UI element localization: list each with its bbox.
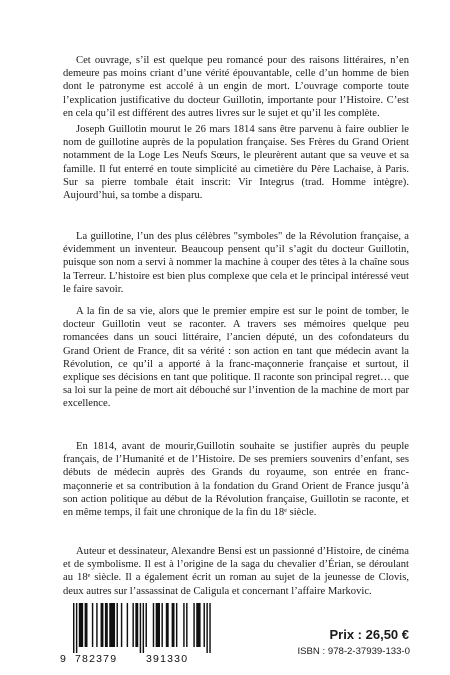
barcode-guard-bar bbox=[76, 603, 77, 653]
barcode-guard-bar bbox=[73, 603, 74, 653]
barcode-bar bbox=[96, 603, 97, 647]
barcode-bar bbox=[92, 603, 93, 647]
barcode-bar bbox=[105, 603, 108, 647]
barcode-bar bbox=[85, 603, 88, 647]
barcode-bar bbox=[153, 603, 154, 647]
barcode-right-group: 391330 bbox=[146, 653, 189, 665]
back-cover-paragraph-5: En 1814, avant de mourir,Guillotin souhaite se justifier auprès du peuple français, de l’Humanité et de l’Histoire. De ses premiers souvenirs d’enfant, ses débuts de médecin auprès des Grands du royaume, son entrée en franc-maçonnerie et sa contribution à la fondation du Grand Orient de France jusqu’à son action politique au début de la Révolution française, Guillotin se raconte, et en même temps, il fait une chronique de la fin du 18ᵉ siècle. bbox=[63, 441, 409, 519]
barcode-bar bbox=[109, 603, 115, 647]
barcode-guard-bar bbox=[143, 603, 144, 653]
barcode-bar bbox=[146, 603, 147, 647]
price-label: Prix : 26,50 € bbox=[329, 627, 409, 642]
barcode-bar bbox=[117, 603, 118, 647]
barcode-bar bbox=[176, 603, 177, 647]
barcode-bar bbox=[204, 603, 205, 647]
barcode-left-group: 782379 bbox=[75, 653, 118, 665]
back-cover-paragraph-3: La guillotine, l’un des plus célèbres "symboles" de la Révolution française, a évidemment un inventeur. Beaucoup pensent qu’il s’agit du docteur Guillotin, puisque son nom a servi à nommer la machine à couper des têtes à la chaîne sous la Terreur. L’histoire est bien plus complexe que cela et le principal intéressé veut le faire savoir. bbox=[63, 231, 409, 295]
barcode-first-digit: 9 bbox=[60, 653, 68, 665]
barcode-bar bbox=[196, 603, 200, 647]
back-cover-paragraph-4: A la fin de sa vie, alors que le premier empire est sur le point de tomber, le docteur Guillotin veut se raconter. A travers ses mémoires quelque peu romancées dans un souci littéraire, l’ancien député, un des cofondateurs du Grand Orient de France, dit sa vérité : son action en tant que médecin avant la Révolution, ce qu’il a apporté à la franc-maçonnerie française et surtout, il explique ses décisions en tant que politique. Il raconte son principal regret… que sa loi sur la peine de mort ait débouché sur l’invention de la machine de mort par excellence. bbox=[63, 306, 409, 410]
barcode-guard-bar bbox=[209, 603, 210, 653]
barcode-bar bbox=[166, 603, 169, 647]
barcode-bar bbox=[101, 603, 104, 647]
barcode-bar bbox=[156, 603, 160, 647]
barcode-bar bbox=[127, 603, 128, 647]
barcode-bar bbox=[193, 603, 194, 647]
barcode-bar bbox=[135, 603, 138, 647]
barcode-bar bbox=[161, 603, 162, 647]
barcode-guard-bar bbox=[140, 603, 141, 653]
barcode-bar bbox=[79, 603, 83, 647]
author-bio-paragraph: Auteur et dessinateur, Alexandre Bensi est un passionné d’Histoire, de cinéma et de symbolisme. Il est à l’origine de la saga du chevalier d’Érian, se déroulant au 18ᵉ siècle. Il a également écrit un roman au sujet de la jeunesse de Clovis, deux autres sur l’assassinat de Caligula et concernant l’affaire Markovic. bbox=[63, 546, 409, 597]
barcode-bar bbox=[172, 603, 175, 647]
back-cover-paragraph-2: Joseph Guillotin mourut le 26 mars 1814 sans être parvenu à faire oublier le nom de guillotine auprès de la population française. Ses Frères du Grand Orient notamment de la Loge Les Neufs Sœurs, le pleurèrent autant que sa veuve et sa famille. Il fut enterré en toute simplicité au cimetière du Père Lachaise, à Paris. Sur sa pierre tombale était inscrit: Vir Integrus (trad. Homme intègre). Aujourd’hui, sa tombe a disparu. bbox=[63, 124, 409, 202]
back-cover-paragraph-1: Cet ouvrage, s’il est quelque peu romancé pour des raisons littéraires, n’en demeure pas moins criant d’une vérité épouvantable, celle d’un homme de bien dont le patronyme est accolé à un engin de mort. L’ouvrage comporte toute l’explication justificative du docteur Guillotin, importante pour l’Histoire. C’est en cela qu’il est différent des autres livres sur le sujet et qu’il les complète. bbox=[63, 55, 409, 119]
barcode-bars bbox=[61, 603, 211, 655]
barcode-bar bbox=[186, 603, 187, 647]
isbn-barcode bbox=[61, 603, 211, 663]
barcode-bar bbox=[132, 603, 133, 647]
barcode-bar bbox=[183, 603, 184, 647]
barcode-guard-bar bbox=[206, 603, 207, 653]
barcode-bar bbox=[121, 603, 122, 647]
isbn-label: ISBN : 978-2-37939-133-0 bbox=[297, 646, 410, 657]
